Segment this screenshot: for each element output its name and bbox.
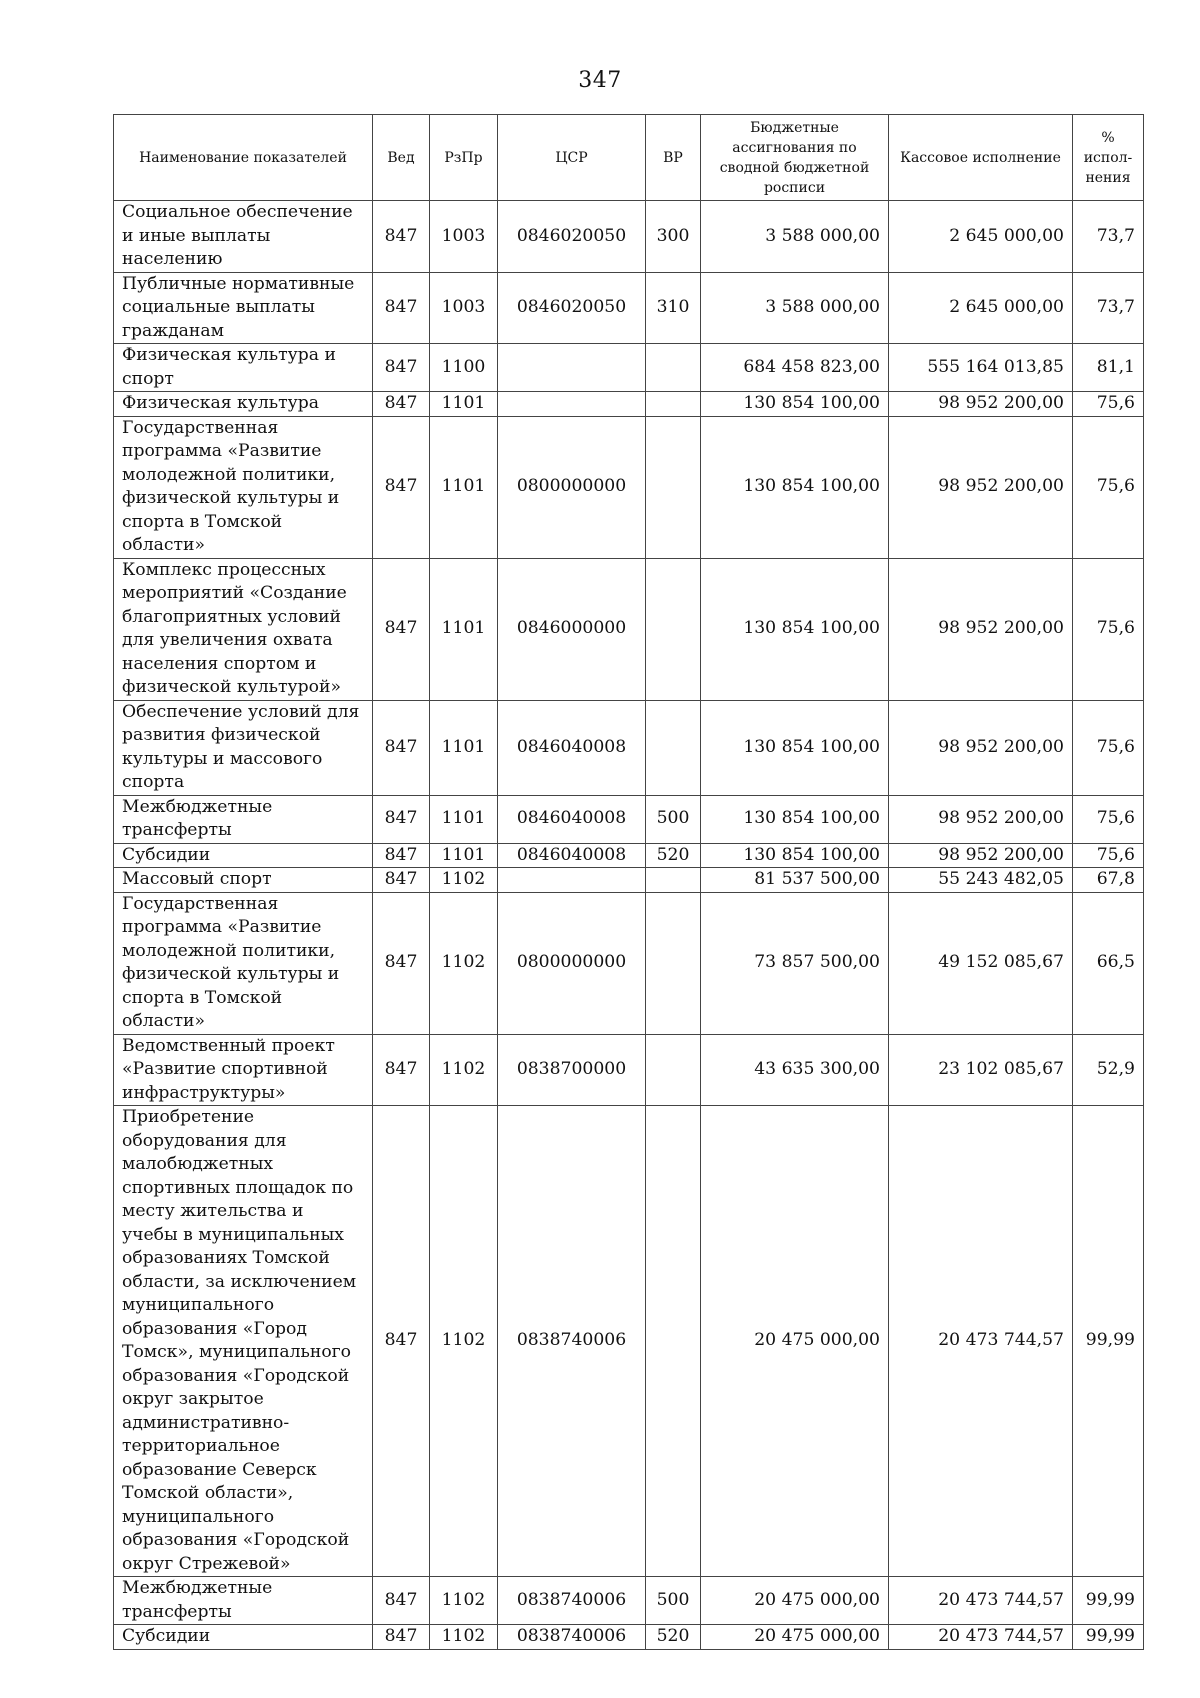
row-vr: 520 [646, 1625, 701, 1650]
header-rzpr: РзПр [430, 115, 498, 201]
row-plan: 130 854 100,00 [701, 795, 889, 843]
row-vr [646, 892, 701, 1034]
row-fact: 98 952 200,00 [889, 700, 1073, 795]
row-name: Массовый спорт [114, 868, 373, 893]
row-fact: 23 102 085,67 [889, 1034, 1073, 1106]
row-vr [646, 700, 701, 795]
row-vr: 500 [646, 1577, 701, 1625]
row-vr: 520 [646, 843, 701, 868]
row-vr: 300 [646, 201, 701, 273]
row-fact: 2 645 000,00 [889, 201, 1073, 273]
row-ved: 847 [373, 795, 430, 843]
table-row [114, 1577, 1144, 1625]
row-ved: 847 [373, 1034, 430, 1106]
row-plan: 130 854 100,00 [701, 416, 889, 558]
row-fact: 20 473 744,57 [889, 1106, 1073, 1577]
table-row [114, 416, 1144, 558]
row-csr: 0800000000 [498, 892, 646, 1034]
header-name: Наименование показателей [114, 115, 373, 201]
row-fact: 20 473 744,57 [889, 1625, 1073, 1650]
table-row [114, 1106, 1144, 1577]
row-plan: 3 588 000,00 [701, 272, 889, 344]
row-rzpr: 1102 [430, 892, 498, 1034]
row-ved: 847 [373, 201, 430, 273]
header-ved: Вед [373, 115, 430, 201]
row-plan: 130 854 100,00 [701, 392, 889, 417]
row-plan: 130 854 100,00 [701, 843, 889, 868]
row-plan: 81 537 500,00 [701, 868, 889, 893]
row-pct: 66,5 [1073, 892, 1144, 1034]
row-pct: 99,99 [1073, 1625, 1144, 1650]
table-row [114, 795, 1144, 843]
row-plan: 20 475 000,00 [701, 1106, 889, 1577]
row-pct: 73,7 [1073, 201, 1144, 273]
row-rzpr: 1003 [430, 272, 498, 344]
row-vr [646, 392, 701, 417]
row-name: Приобретение оборудования для малобюджетных спортивных площадок по месту жительства и учебы в муниципальных образованиях Томской области, за исключением муниципального образования «Город Томск», муниципального образования «Городской округ закрытое административно-территориальное образование Северск Томской области», муниципального образования «Городской округ Стрежевой» [114, 1106, 373, 1577]
row-pct: 52,9 [1073, 1034, 1144, 1106]
row-pct: 73,7 [1073, 272, 1144, 344]
row-ved: 847 [373, 1625, 430, 1650]
row-fact: 98 952 200,00 [889, 416, 1073, 558]
table-row [114, 700, 1144, 795]
row-vr [646, 868, 701, 893]
row-plan: 684 458 823,00 [701, 344, 889, 392]
row-fact: 49 152 085,67 [889, 892, 1073, 1034]
row-csr [498, 392, 646, 417]
row-plan: 130 854 100,00 [701, 700, 889, 795]
row-csr: 0846020050 [498, 201, 646, 273]
row-fact: 2 645 000,00 [889, 272, 1073, 344]
row-plan: 43 635 300,00 [701, 1034, 889, 1106]
row-rzpr: 1101 [430, 416, 498, 558]
row-name: Социальное обеспечение и иные выплаты населению [114, 201, 373, 273]
row-name: Межбюджетные трансферты [114, 1577, 373, 1625]
row-csr: 0800000000 [498, 416, 646, 558]
row-name: Комплекс процессных мероприятий «Создание благоприятных условий для увеличения охвата населения спортом и физической культурой» [114, 558, 373, 700]
row-csr: 0846020050 [498, 272, 646, 344]
row-pct: 75,6 [1073, 700, 1144, 795]
row-vr: 310 [646, 272, 701, 344]
row-pct: 67,8 [1073, 868, 1144, 893]
header-csr: ЦСР [498, 115, 646, 201]
page-number: 347 [578, 68, 622, 93]
row-name: Ведомственный проект «Развитие спортивной инфраструктуры» [114, 1034, 373, 1106]
row-rzpr: 1102 [430, 1034, 498, 1106]
row-rzpr: 1101 [430, 700, 498, 795]
row-ved: 847 [373, 1106, 430, 1577]
row-ved: 847 [373, 558, 430, 700]
row-ved: 847 [373, 868, 430, 893]
row-csr: 0846040008 [498, 843, 646, 868]
budget-execution-table [113, 114, 1144, 1650]
row-rzpr: 1102 [430, 1577, 498, 1625]
row-fact: 98 952 200,00 [889, 795, 1073, 843]
row-vr [646, 1034, 701, 1106]
table-row [114, 272, 1144, 344]
header-plan: Бюджетные ассигнования по сводной бюджетной росписи [701, 115, 889, 201]
row-csr: 0846040008 [498, 795, 646, 843]
row-rzpr: 1102 [430, 868, 498, 893]
row-csr: 0846000000 [498, 558, 646, 700]
row-ved: 847 [373, 392, 430, 417]
table-header-row [114, 115, 1144, 201]
row-name: Государственная программа «Развитие молодежной политики, физической культуры и спорта в Томской области» [114, 416, 373, 558]
row-ved: 847 [373, 700, 430, 795]
row-ved: 847 [373, 344, 430, 392]
row-fact: 20 473 744,57 [889, 1577, 1073, 1625]
row-fact: 98 952 200,00 [889, 558, 1073, 700]
row-vr [646, 344, 701, 392]
row-ved: 847 [373, 416, 430, 558]
row-rzpr: 1101 [430, 392, 498, 417]
table-row [114, 392, 1144, 417]
row-vr [646, 558, 701, 700]
row-pct: 75,6 [1073, 558, 1144, 700]
header-fact: Кассовое исполнение [889, 115, 1073, 201]
row-name: Субсидии [114, 843, 373, 868]
table-row [114, 892, 1144, 1034]
row-ved: 847 [373, 1577, 430, 1625]
row-pct: 75,6 [1073, 416, 1144, 558]
row-pct: 81,1 [1073, 344, 1144, 392]
row-name: Субсидии [114, 1625, 373, 1650]
row-rzpr: 1101 [430, 558, 498, 700]
row-csr: 0838700000 [498, 1034, 646, 1106]
row-rzpr: 1003 [430, 201, 498, 273]
row-fact: 98 952 200,00 [889, 392, 1073, 417]
row-ved: 847 [373, 892, 430, 1034]
row-ved: 847 [373, 272, 430, 344]
row-plan: 73 857 500,00 [701, 892, 889, 1034]
row-csr: 0846040008 [498, 700, 646, 795]
row-pct: 99,99 [1073, 1106, 1144, 1577]
row-name: Обеспечение условий для развития физической культуры и массового спорта [114, 700, 373, 795]
row-csr: 0838740006 [498, 1106, 646, 1577]
row-vr [646, 416, 701, 558]
row-csr [498, 344, 646, 392]
row-name: Физическая культура и спорт [114, 344, 373, 392]
row-rzpr: 1101 [430, 843, 498, 868]
row-pct: 75,6 [1073, 795, 1144, 843]
row-rzpr: 1102 [430, 1625, 498, 1650]
row-csr: 0838740006 [498, 1625, 646, 1650]
row-fact: 55 243 482,05 [889, 868, 1073, 893]
row-plan: 3 588 000,00 [701, 201, 889, 273]
row-vr: 500 [646, 795, 701, 843]
row-plan: 20 475 000,00 [701, 1625, 889, 1650]
table-row [114, 843, 1144, 868]
row-pct: 75,6 [1073, 392, 1144, 417]
row-rzpr: 1101 [430, 795, 498, 843]
header-pct: % испол-нения [1073, 115, 1144, 201]
header-vr: ВР [646, 115, 701, 201]
row-vr [646, 1106, 701, 1577]
table-row [114, 1625, 1144, 1650]
row-rzpr: 1102 [430, 1106, 498, 1577]
row-name: Государственная программа «Развитие молодежной политики, физической культуры и спорта в Томской области» [114, 892, 373, 1034]
row-fact: 555 164 013,85 [889, 344, 1073, 392]
table-row [114, 1034, 1144, 1106]
row-csr [498, 868, 646, 893]
table-row [114, 868, 1144, 893]
row-fact: 98 952 200,00 [889, 843, 1073, 868]
table-row [114, 344, 1144, 392]
row-name: Межбюджетные трансферты [114, 795, 373, 843]
row-csr: 0838740006 [498, 1577, 646, 1625]
row-plan: 130 854 100,00 [701, 558, 889, 700]
row-pct: 75,6 [1073, 843, 1144, 868]
table-row [114, 558, 1144, 700]
row-pct: 99,99 [1073, 1577, 1144, 1625]
row-name: Физическая культура [114, 392, 373, 417]
row-plan: 20 475 000,00 [701, 1577, 889, 1625]
table-row [114, 201, 1144, 273]
row-name: Публичные нормативные социальные выплаты гражданам [114, 272, 373, 344]
row-ved: 847 [373, 843, 430, 868]
row-rzpr: 1100 [430, 344, 498, 392]
